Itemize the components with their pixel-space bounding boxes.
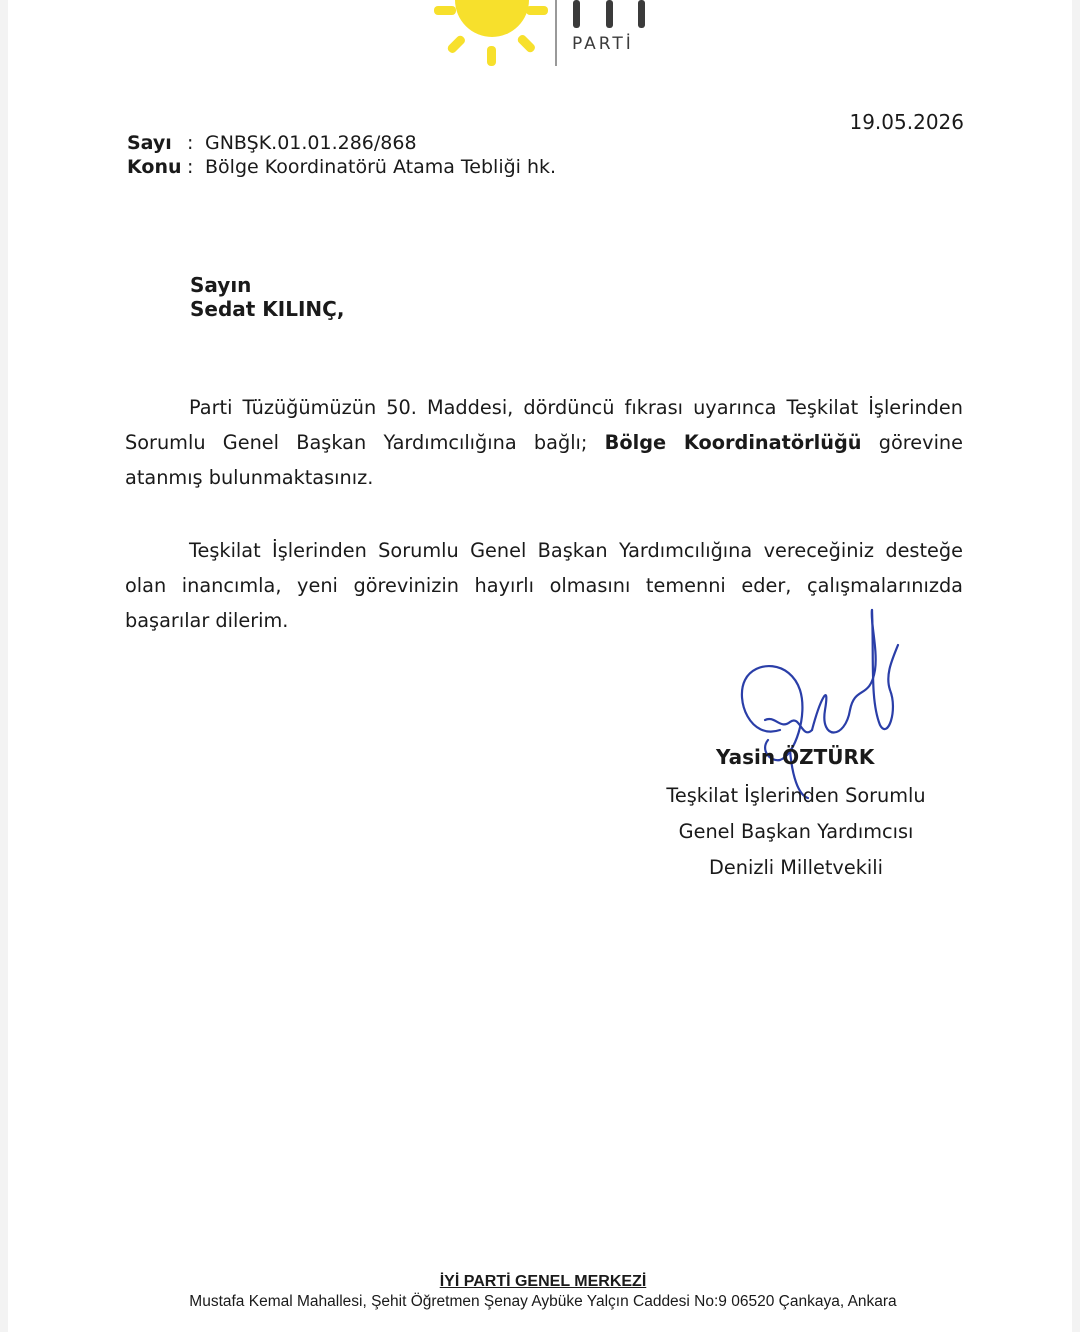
konu-value: Bölge Koordinatörü Atama Tebliği hk.: [205, 156, 557, 178]
signatory-name: Yasin ÖZTÜRK: [716, 745, 875, 769]
paragraph-1: [125, 390, 963, 495]
footer-title: İYİ PARTİ GENEL MERKEZİ: [439, 1273, 647, 1290]
salutation-block: [190, 273, 344, 321]
paragraph-1-bold: Bölge Koordinatörlüğü: [604, 431, 862, 454]
recipient-name: Sedat KILINÇ,: [190, 297, 345, 321]
letter-date: 19.05.2026: [849, 110, 964, 134]
konu-label: Konu: [127, 156, 182, 178]
signatory-title-block: [630, 778, 962, 886]
salutation: Sayın: [190, 273, 252, 297]
logo-text: PARTİ: [572, 34, 634, 54]
footer-address: Mustafa Kemal Mahallesi, Şehit Öğretmen Şenay Aybüke Yalçın Caddesi No:9 06520 Çankaya, Ankara: [189, 1293, 897, 1310]
signatory-title-3: Denizli Milletvekili: [709, 856, 883, 879]
paragraph-1-text-a: Parti Tüzüğümüzün 50. Maddesi, dördüncü fıkrası uyarınca Teşkilat İşlerinden Sorumlu Genel Başkan Yardımcılığına bağlı;: [125, 396, 963, 454]
footer: [0, 1273, 1080, 1311]
konu-colon: :: [187, 156, 194, 178]
signatory-title-2: Genel Başkan Yardımcısı: [678, 820, 914, 843]
party-logo-bars-icon: [573, 0, 645, 28]
sayi-label: Sayı: [127, 132, 172, 154]
konu-row: [127, 155, 556, 179]
sayi-row: [127, 131, 556, 155]
letter-meta: [127, 131, 556, 179]
sayi-value: GNBŞK.01.01.286/868: [205, 132, 417, 154]
paragraph-2: Teşkilat İşlerinden Sorumlu Genel Başkan Yardımcılığına vereceğiniz desteğe olan inancımla, yeni görevinizin hayırlı olmasını temenni eder, çalışmalarınızda başarılar dilerim.: [125, 539, 963, 632]
signatory-title-1: Teşkilat İşlerinden Sorumlu: [666, 784, 926, 807]
sayi-colon: :: [187, 132, 194, 154]
paragraph-1-text-b: görevine atanmış bulunmaktasınız.: [125, 431, 964, 489]
